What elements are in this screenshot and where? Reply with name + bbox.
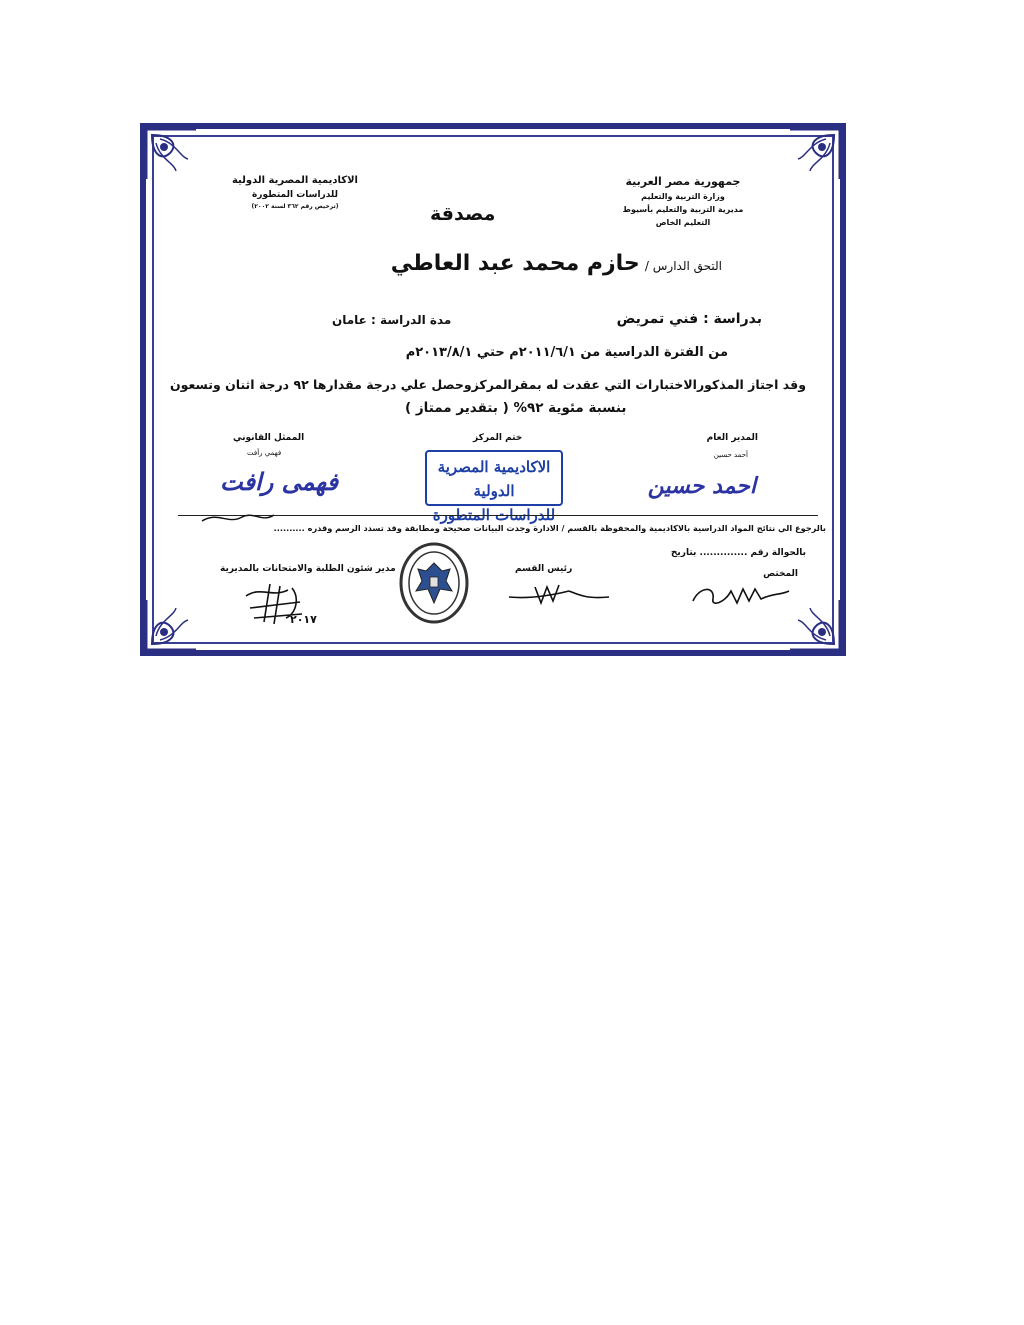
general-manager-name: أحمد حسين	[713, 451, 748, 459]
legal-rep-name: فهمي رأفت	[247, 449, 282, 457]
specialist-signature-icon	[685, 573, 795, 613]
stamp-line-1: الاكاديمية المصرية الدولية	[437, 458, 551, 500]
eagle-seal-icon	[398, 541, 470, 625]
center-stamp	[425, 450, 563, 524]
result-line-1: وقد اجتاز المذكورالاختبارات التي عقدت له بمقرالمركزوحصل علي درجة مقدارها ٩٢ درجة اثنان وتسعون	[169, 377, 806, 392]
corner-ornament-icon	[786, 125, 844, 183]
general-manager-title: المدير العام	[706, 433, 758, 443]
department-name: التعليم الخاص	[655, 218, 711, 227]
result-line-2: بنسبة مئوية ٩٢% ( بتقدير ممتاز )	[405, 400, 627, 416]
ministry-name: وزارة التربية والتعليم	[641, 192, 725, 201]
certificate	[140, 123, 846, 656]
specialist-title: المختص	[763, 569, 798, 579]
legal-rep-signature: فهمى رافت	[220, 467, 339, 496]
legal-rep-title: الممثل القانوني	[233, 433, 305, 443]
academy-license: (ترخيص رقم ٣٦٢ لسنة ٢٠٠٢)	[251, 203, 339, 210]
section-head-title: رئيس القسم	[515, 564, 573, 574]
general-manager-signature: احمد حسين	[647, 473, 756, 499]
student-line	[391, 251, 722, 276]
academy-name: الاكاديمية المصرية الدولية	[231, 175, 358, 186]
duration: مدة الدراسة : عامان	[332, 313, 452, 327]
section-head-signature-icon	[505, 573, 615, 613]
study-period: من الفترة الدراسية من ٢٠١١/٦/١م حتي ٢٠١٣/٨/١م	[405, 345, 728, 360]
directorate-head-title: مدير شئون الطلبة والامتحانات بالمديرية	[220, 564, 396, 574]
handwritten-date: ٢٠١٧	[290, 613, 317, 626]
student-name: حازم محمد عبد العاطي	[390, 251, 640, 276]
directorate-head-signature-icon	[240, 578, 320, 628]
country-name: جمهورية مصر العربية	[625, 175, 741, 188]
verification-line-1: بالرجوع الي نتائج المواد الدراسية بالاكاديمية والمحفوظة بالقسم / الادارة وجدت البيانات صحيحة ومطابقة وقد تسدد الرسم وقدره ..........	[273, 523, 826, 533]
corner-ornament-icon	[142, 125, 200, 183]
corner-ornament-icon	[142, 596, 200, 654]
header-right	[608, 175, 758, 227]
directorate-name: مديرية التربية والتعليم بأسيوط	[622, 205, 744, 214]
header-left	[220, 175, 370, 210]
student-label: التحق الدارس /	[644, 259, 722, 273]
center-stamp-title: ختم المركز	[473, 433, 523, 443]
stamp-line-2: للدراسات المتطورة	[432, 506, 556, 524]
academy-subtitle: للدراسات المتطورة	[251, 190, 338, 200]
document-title: مصدقة	[430, 203, 496, 225]
verification-line-2: بالحوالة رقم .............. بتاريخ	[670, 548, 806, 558]
program: بدراسة : فني تمريض	[616, 311, 762, 327]
scribble-mark-icon	[198, 509, 278, 527]
